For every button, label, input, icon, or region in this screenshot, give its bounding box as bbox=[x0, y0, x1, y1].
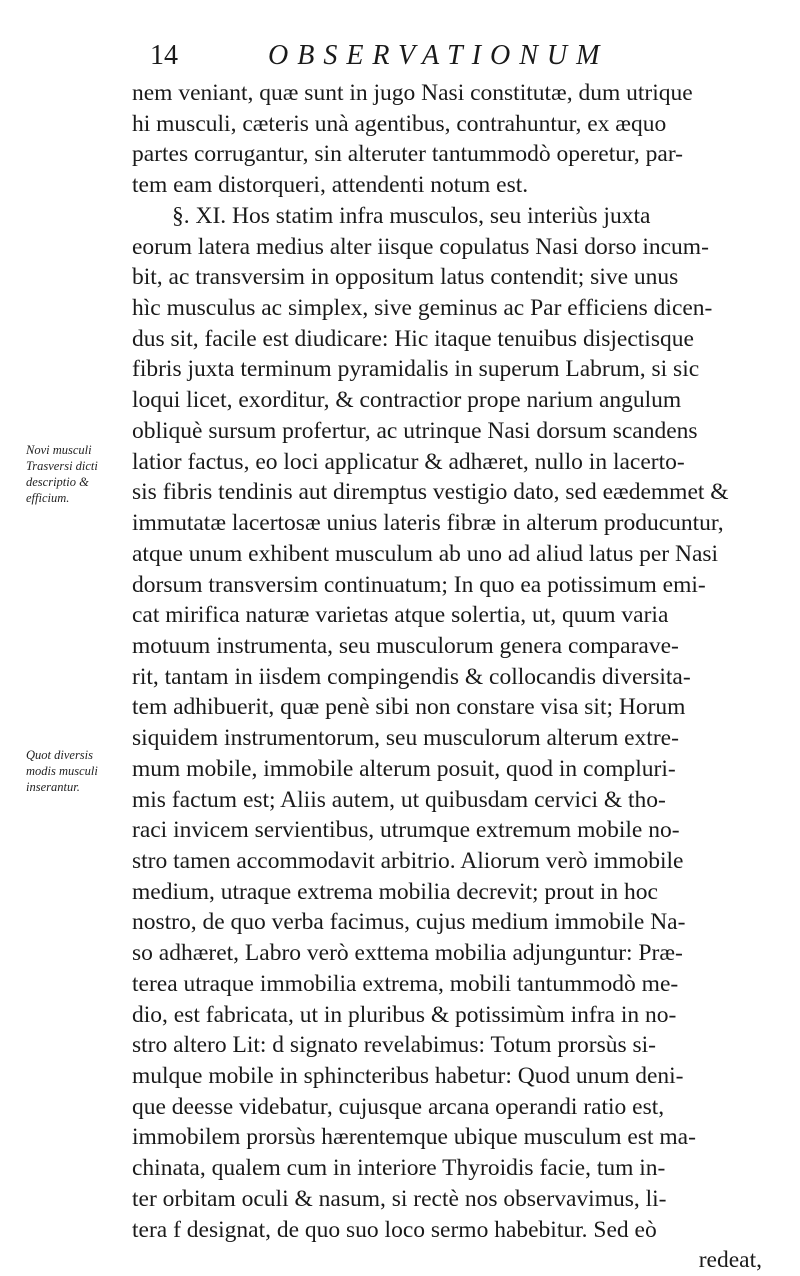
margin-note-line: efficium. bbox=[26, 491, 70, 505]
margin-note bbox=[26, 442, 136, 506]
text-line: motuum instrumenta, seu musculorum genera comparave- bbox=[132, 632, 679, 659]
text-line: nostro, de quo verba facimus, cujus medium immobile Na- bbox=[132, 909, 686, 936]
text-line: hìc musculus ac simplex, sive geminus ac Par efficiens dicen- bbox=[132, 295, 713, 322]
text-line: terea utraque immobilia extrema, mobili tantummodò me- bbox=[132, 970, 679, 997]
page-number: 14 bbox=[150, 40, 178, 71]
margin-note-line: descriptio & bbox=[26, 475, 89, 489]
text-line: bit, ac transversim in oppositum latus contendit; sive unus bbox=[132, 264, 679, 291]
text-line: hi musculi, cæteris unà agentibus, contrahuntur, ex æquo bbox=[132, 110, 667, 137]
text-line: dus sit, facile est diudicare: Hic itaque tenuibus disjectisque bbox=[132, 325, 694, 352]
text-line: sis fibris tendinis aut diremptus vestigio dato, sed eædemmet & bbox=[132, 479, 729, 506]
text-line: mum mobile, immobile alterum posuit, quod in compluri- bbox=[132, 755, 676, 782]
margin-note-line: inserantur. bbox=[26, 780, 80, 794]
text-line: so adhæret, Labro verò exttema mobilia adjunguntur: Præ- bbox=[132, 940, 683, 967]
margin-note-line: Novi musculi bbox=[26, 443, 92, 457]
margin-note bbox=[26, 747, 136, 795]
body-text bbox=[132, 78, 772, 1276]
text-line: latior factus, eo loci applicatur & adhæret, nullo in lacerto- bbox=[132, 448, 685, 475]
text-line: obliquè sursum profertur, ac utrinque Nasi dorsum scandens bbox=[132, 417, 698, 444]
text-line: fibris juxta terminum pyramidalis in superum Labrum, si sic bbox=[132, 356, 700, 383]
text-line: mis factum est; Aliis autem, ut quibusdam cervici & tho- bbox=[132, 786, 666, 813]
text-line: medium, utraque extrema mobilia decrevit; prout in hoc bbox=[132, 878, 658, 905]
text-line: stro altero Lit: d signato revelabimus: Totum prorsùs si- bbox=[132, 1032, 656, 1059]
section-heading-line: §. XI. Hos statim infra musculos, seu interiùs juxta bbox=[172, 202, 651, 229]
text-line: loqui licet, exorditur, & contractior prope narium angulum bbox=[132, 387, 682, 414]
text-line: chinata, qualem cum in interiore Thyroidis facie, tum in- bbox=[132, 1155, 666, 1182]
text-line: dio, est fabricata, ut in pluribus & potissimùm infra in no- bbox=[132, 1001, 677, 1028]
text-line: stro tamen accommodavit arbitrio. Aliorum verò immobile bbox=[132, 847, 684, 874]
text-line: nem veniant, quæ sunt in jugo Nasi constitutæ, dum utrique bbox=[132, 80, 693, 106]
text-line: tera f designat, de quo suo loco sermo habebitur. Sed eò bbox=[132, 1216, 657, 1243]
text-line: rit, tantam in iisdem compingendis & collocandis diversita- bbox=[132, 663, 691, 690]
margin-note-line: Quot diversis bbox=[26, 748, 94, 762]
text-line: dorsum transversim continuatum; In quo ea potissimum emi- bbox=[132, 571, 706, 598]
text-line: immobilem prorsùs hærentemque ubique musculum est ma- bbox=[132, 1124, 696, 1151]
text-line: tem eam distorqueri, attendenti notum est. bbox=[132, 172, 529, 199]
text-line: ter orbitam oculi & nasum, si rectè nos observavimus, li- bbox=[132, 1185, 667, 1212]
text-line: raci invicem servientibus, utrumque extremum mobile no- bbox=[132, 817, 680, 844]
catchword: redeat, bbox=[698, 1247, 762, 1274]
text-line: siquidem instrumentorum, seu musculorum alterum extre- bbox=[132, 725, 679, 752]
text-line: tem adhibuerit, quæ penè sibi non constare visa sit; Horum bbox=[132, 694, 686, 721]
margin-note-line: Trasversi dicti bbox=[26, 459, 98, 473]
text-line: immutatæ lacertosæ unius lateris fibræ in alterum producuntur, bbox=[132, 510, 724, 537]
text-line: eorum latera medius alter iisque copulatus Nasi dorso incum- bbox=[132, 233, 709, 260]
page-header bbox=[150, 40, 790, 80]
text-line: que deesse videbatur, cujusque arcana operandi ratio est, bbox=[132, 1093, 665, 1120]
text-line: atque unum exhibent musculum ab uno ad aliud latus per Nasi bbox=[132, 540, 719, 567]
margin-note-line: modis musculi bbox=[26, 764, 98, 778]
text-line: partes corrugantur, sin alteruter tantummodò operetur, par- bbox=[132, 141, 683, 168]
text-line: mulque mobile in sphincteribus habetur: Quod unum deni- bbox=[132, 1063, 684, 1089]
running-title: OBSERVATIONUM bbox=[268, 40, 609, 71]
text-line: cat mirifica naturæ varietas atque solertia, ut, quum varia bbox=[132, 602, 669, 629]
